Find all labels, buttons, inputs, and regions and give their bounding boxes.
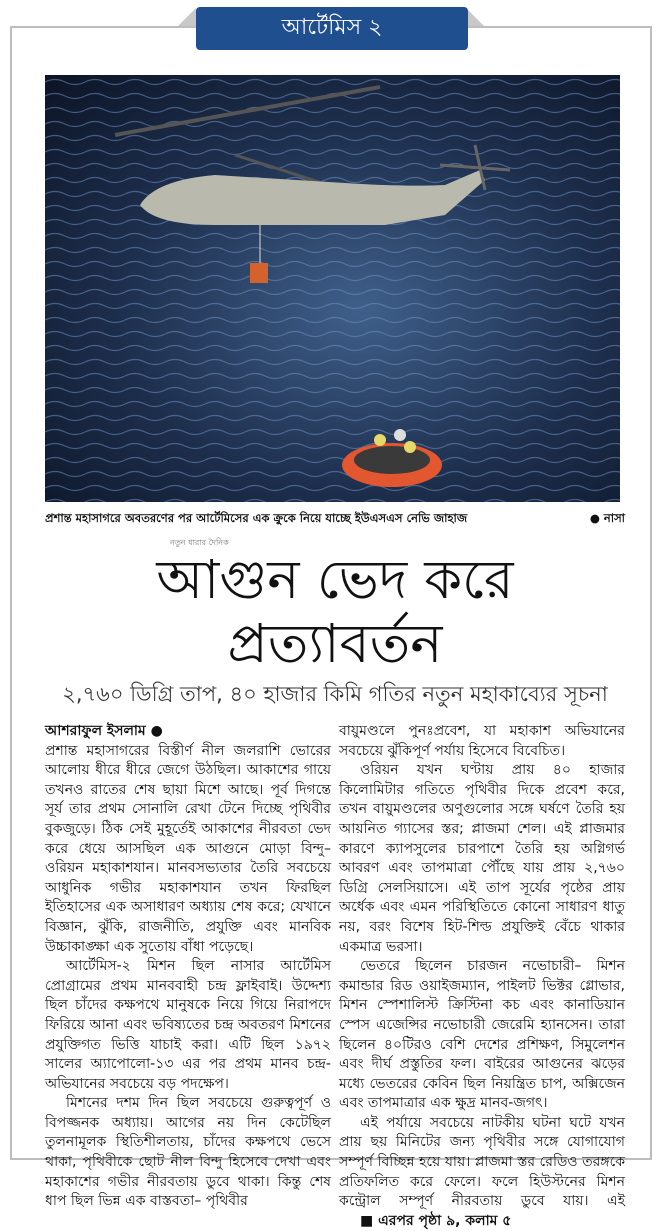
byline: আশরাফুল ইসলাম ● <box>45 723 163 739</box>
watermark-tagline: নতুন ধারার দৈনিক <box>170 538 229 547</box>
article-body <box>45 510 625 1231</box>
paragraph: মিশনের দশম দিন ছিল সবচেয়ে গুরুত্বপূর্ণ ও বিপজ্জনক অধ্যায়। আগের নয় দিন কেটেছিল তুলনামূলক স্থিতিশীলতায়, চাঁদের কক্ষপথে ভেসে থাকা, পৃথিবীকে ছোট নীল বিন্দু হিসেবে দেখা এবং মহাকাশের গভীর নীরবতায় ডুবে থাকা। কিন্তু শেষ ধাপ ছিল ভিন্ন এক বাস্তবতা– পৃথিবীর <box>45 1095 331 1210</box>
paragraph: ওরিয়ন যখন ঘণ্টায় প্রায় ৪০ হাজার কিলোমিটার গতিতে পৃথিবীর দিকে প্রবেশ করে, তখন বায়ুমণ্ডলের অণুগুলোর সঙ্গে ঘর্ষণে তৈরি হয় আয়নিত গ্যাসের স্তর; প্লাজমা শেল। এই প্লাজমার কারণে ক্যাপসুলের চারপাশে তৈরি হয় অগ্নিগর্ভ আবরণ এবং তাপমাত্রা পৌঁছে যায় প্রায় ২,৭৬০ ডিগ্রি সেলসিয়াসে। এই তাপ সূর্যের পৃষ্ঠের প্রায় অর্ধেক এবং এমন পরিস্থিতিতে কোনো সাধারণ ধাতু নয়, বরং বিশেষ হিট-শিল্ড প্রযুক্তিই বেঁচে থাকার একমাত্র ভরসা। <box>339 762 625 955</box>
continuation-link[interactable]: ■ এরপর পৃষ্ঠা ৯, কলাম ৫ <box>360 1212 512 1229</box>
article-column-1 <box>45 722 331 1231</box>
article-columns <box>45 722 625 1231</box>
paragraph: প্রশান্ত মহাসাগরের বিস্তীর্ণ নীল জলরাশি ভোরের আলোয় ধীরে ধীরে জেগে উঠছিল। আকাশের গায়ে তখনও রাতের শেষ ছায়া মিশে আছে। পূর্ব দিগন্তে সূর্য তার প্রথম সোনালি রেখা টেনে দিচ্ছে পৃথিবীর বুকজুড়ে। ঠিক সেই মুহূর্তেই আকাশের নীরবতা ভেদ করে ধেয়ে আসছিল এক আগুনে মোড়া বিন্দু– ওরিয়ন মহাকাশযান। মানবসভ্যতার তৈরি সবচেয়ে আধুনিক গভীর মহাকাশযান তখন ফিরছিল ইতিহাসের এক অসাধারণ অধ্যায় শেষ করে; যেখানে বিজ্ঞান, ঝুঁকি, রাজনীতি, প্রযুক্তি এবং মানবিক উচ্চাকাঙ্ক্ষা এক সুতোয় বাঁধা পড়েছে। <box>45 742 331 955</box>
paragraph-text: এই পর্যায়ে সবচেয়ে নাটকীয় ঘটনা ঘটে যখন প্রায় ছয় মিনিটের জন্য পৃথিবীর সঙ্গে যোগাযোগ সম্পূর্ণ বিচ্ছিন্ন হয়ে যায়। প্লাজমা স্তর রেডিও তরঙ্গকে প্রতিফলিত করে ফেলে। ফলে হিউস্টনের মিশন কন্ট্রোল সম্পূর্ণ নীরবতায় ডুবে যায়। এই <box>339 1114 625 1210</box>
subheadline: ২,৭৬০ ডিগ্রি তাপ, ৪০ হাজার কিমি গতির নতুন মহাকাব্যের সূচনা <box>62 682 608 706</box>
paragraph: ভেতরে ছিলেন চারজন নভোচারী– মিশন কমান্ডার রিড ওয়াইজম্যান, পাইলট ভিক্টর গ্লোভার, মিশন স্পেশালিস্ট ক্রিস্টিনা কচ এবং কানাডিয়ান স্পেস এজেন্সির নভোচারী জেরেমি হ্যানসেন। তারা ছিলেন ৪০টিরও বেশি দেশের প্রশিক্ষণ, সিমুলেশন এবং দীর্ঘ প্রস্তুতির ফল। বাইরের আগুনের ঝড়ের মধ্যে ভেতরের কেবিন ছিল নিয়ন্ত্রিত চাপ, অক্সিজেন এবং তাপমাত্রার এক ক্ষুদ্র মানব-জগৎ। <box>339 958 625 1112</box>
photo-credit: ● নাসা <box>589 511 625 525</box>
section-tab: আর্টেমিস ২ <box>196 7 468 50</box>
paragraph: বায়ুমণ্ডলে পুনঃপ্রবেশ, যা মহাকাশ অভিযানের সবচেয়ে ঝুঁকিপূর্ণ পর্যায় হিসেবে বিবেচিত। <box>339 723 625 759</box>
photo-caption <box>45 510 625 526</box>
article-column-2 <box>339 722 625 1231</box>
paragraph <box>339 1114 625 1231</box>
headline: আগুন ভেদ করে প্রত্যাবর্তন <box>156 548 514 675</box>
caption-text: প্রশান্ত মহাসাগরে অবতরণের পর আর্টেমিসের এক ক্রুকে নিয়ে যাচ্ছে ইউএসএস নেভি জাহাজ <box>45 511 468 525</box>
helicopter-rescue-photo <box>45 75 620 502</box>
paragraph: আর্টেমিস-২ মিশন ছিল নাসার আর্টেমিস প্রোগ্রামের প্রথম মানববাহী চন্দ্র ফ্লাইবাই। উদ্দেশ্য ছিল চাঁদের কক্ষপথে মানুষকে নিয়ে গিয়ে নিরাপদে ফিরিয়ে আনা এবং ভবিষ্যতের চন্দ্র অবতরণ মিশনের প্রযুক্তিগত ভিত্তি যাচাই করা। এটি ছিল ১৯৭২ সালের অ্যাপোলো-১৩ এর পর প্রথম মানব চন্দ্র-অভিযানের সবচেয়ে বড় পদক্ষেপ। <box>45 958 331 1092</box>
